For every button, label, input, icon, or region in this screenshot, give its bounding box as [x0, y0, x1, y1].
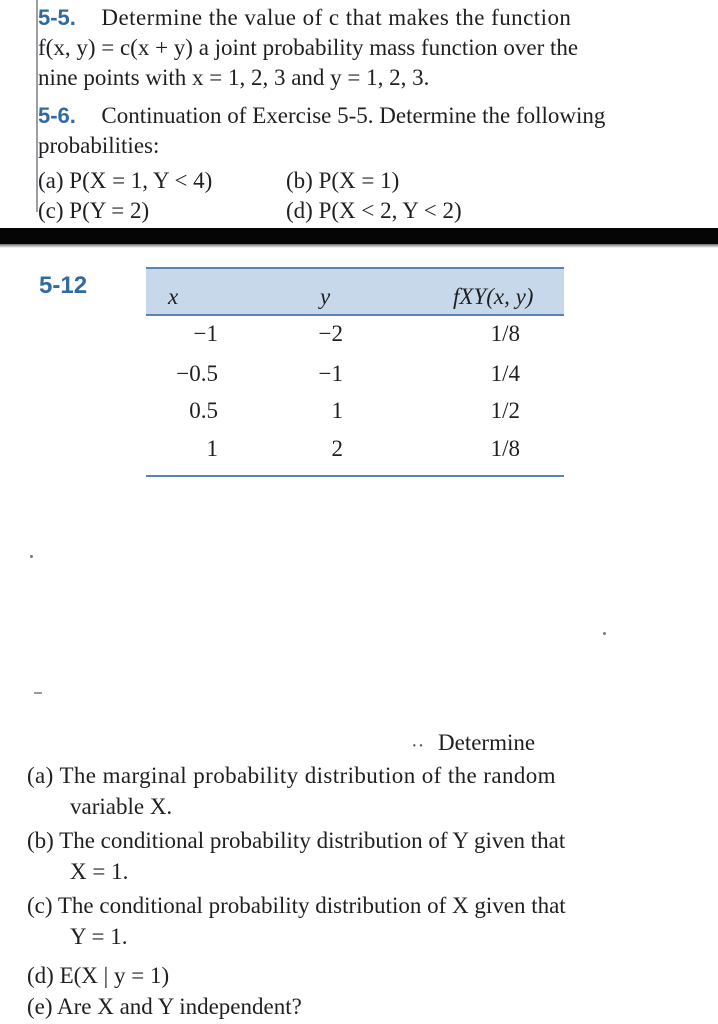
question-d: (d) E(X | y = 1): [27, 963, 170, 988]
ellipsis-mark: ··: [411, 735, 425, 757]
scan-speck: [34, 692, 42, 694]
table-cell-x: −0.5: [176, 361, 218, 386]
scan-speck: [30, 555, 33, 558]
joint-pmf-table: [146, 267, 564, 479]
question-c-line-1: (c) The conditional probability distribution of X given that: [27, 893, 566, 918]
exercise-5-5-line-3: nine points with x = 1, 2, 3 and y = 1, 2, 3.: [38, 65, 430, 90]
question-a-line-2: variable X.: [70, 794, 173, 819]
question-b-line-2: X = 1.: [70, 859, 129, 884]
exercise-5-6-part-c: (c) P(Y = 2): [38, 198, 150, 223]
header-y: y: [320, 284, 331, 309]
exercise-5-6-part-d: (d) P(X < 2, Y < 2): [286, 198, 462, 223]
table-cell-f: 1/8: [490, 436, 520, 461]
exercise-5-6-part-b: (b) P(X = 1): [286, 168, 400, 193]
table-cell-x: −1: [193, 321, 218, 346]
exercise-5-6-line-1: [38, 101, 605, 131]
table-cell-x: 1: [206, 436, 218, 461]
exercise-5-6-number: 5-6.: [38, 103, 76, 128]
header-x: x: [168, 284, 179, 309]
determine-intro: Determine: [438, 730, 536, 755]
table-cell-y: −2: [318, 321, 343, 346]
question-e: (e) Are X and Y independent?: [27, 994, 302, 1019]
question-b-line-1: (b) The conditional probability distribution of Y given that: [27, 828, 566, 853]
divider-shadow: [0, 244, 718, 248]
exercise-5-12-number: 5-12: [39, 272, 88, 299]
exercise-5-5-line-2: f(x, y) = c(x + y) a joint probability mass function over the: [38, 35, 579, 60]
table-cell-f: 1/8: [490, 321, 520, 346]
header-fxy: fXY(x, y): [453, 284, 534, 309]
table-cell-x: 0.5: [189, 398, 218, 423]
exercise-5-6-line-2: probabilities:: [38, 133, 160, 158]
exercise-5-6-part-a: (a) P(X = 1, Y < 4): [38, 168, 213, 193]
exercise-5-5-line-1: [38, 3, 571, 33]
table-bottom-rule: [146, 475, 564, 477]
exercise-5-5-number: 5-5.: [38, 5, 76, 30]
exercise-5-6-text-1: Continuation of Exercise 5-5. Determine the following: [101, 103, 606, 128]
table-cell-f: 1/4: [490, 361, 520, 386]
table-cell-y: −1: [318, 361, 343, 386]
table-cell-y: 2: [331, 436, 343, 461]
table-cell-y: 1: [331, 398, 343, 423]
exercise-5-5-text-1: Determine the value of c that makes the function: [101, 5, 572, 30]
table-cell-f: 1/2: [490, 398, 520, 423]
scan-speck: [603, 632, 606, 635]
screenshot-divider: [0, 228, 718, 244]
question-a-line-1: (a) The marginal probability distribution of the random: [27, 763, 556, 788]
question-c-line-2: Y = 1.: [70, 924, 128, 949]
